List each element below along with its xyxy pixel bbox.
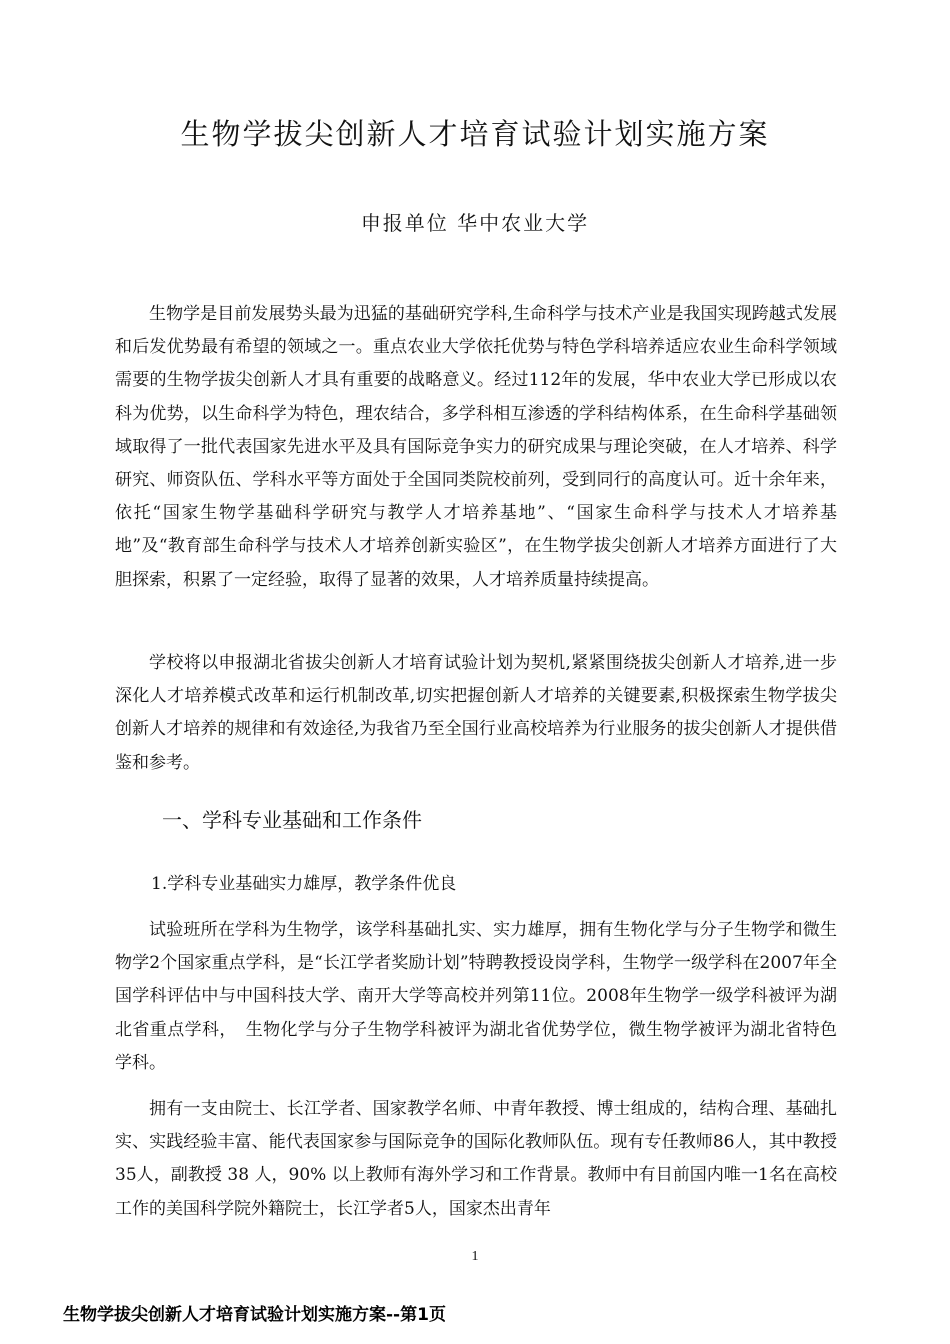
section-paragraph-1: 试验班所在学科为生物学，该学科基础扎实、实力雄厚，拥有生物化学与分子生物学和微生物学2个国家重点学科，是“长江学者奖励计划”特聘教授设岗学科，生物学一级学科在2007年全国学科评估中与中国科技大学、南开大学等高校并列第11位。2008年生物学一级学科被评为湖北省重点学科， 生物化学与分子生物学科被评为湖北省优势学位，微生物学被评为湖北省特色学科。: [115, 920, 837, 1073]
document-title: 生物学拔尖创新人才培育试验计划实施方案: [180, 117, 770, 151]
section-paragraph-2: 拥有一支由院士、长江学者、国家教学名师、中青年教授、博士组成的，结构合理、基础扎实、实践经验丰富、能代表国家参与国际竞争的国际化教师队伍。现有专任教师86人，其中教授 35人，副教授 38 人，90% 以上教师有海外学习和工作背景。教师中有目前国内唯一1名在高校工作的美国科学院外籍院士，长江学者5人，国家杰出青年: [115, 1099, 837, 1219]
page-number: 1: [471, 1249, 479, 1264]
intro-paragraph-1: 生物学是目前发展势头最为迅猛的基础研究学科,生命科学与技术产业是我国实现跨越式发展和后发优势最有希望的领域之一。重点农业大学依托优势与特色学科培养适应农业生命科学领域需要的生物学拔尖创新人才具有重要的战略意义。经过112年的发展，华中农业大学已形成以农科为优势，以生命科学为特色，理农结合，多学科相互渗透的学科结构体系，在生命科学基础领域取得了一批代表国家先进水平及具有国际竞争实力的研究成果与理论突破，在人才培养、科学研究、师资队伍、学科水平等方面处于全国同类院校前列，受到同行的高度认可。近十余年来，依托“国家生物学基础科学研究与教学人才培养基地”、“国家生命科学与技术人才培养基地”及“教育部生命科学与技术人才培养创新实验区”，在生物学拔尖创新人才培养方面进行了大胆探索，积累了一定经验，取得了显著的效果，人才培养质量持续提高。: [115, 304, 837, 590]
subsection-heading: 1.学科专业基础实力雄厚，教学条件优良: [151, 874, 457, 894]
intro-paragraph-2: 学校将以申报湖北省拔尖创新人才培育试验计划为契机,紧紧围绕拔尖创新人才培养,进一步深化人才培养模式改革和运行机制改革,切实把握创新人才培养的关键要素,积极探索生物学拔尖创新人才培养的规律和有效途径,为我省乃至全国行业高校培养为行业服务的拔尖创新人才提供借鉴和参考。: [115, 653, 837, 773]
section-heading: 一、学科专业基础和工作条件: [162, 808, 422, 832]
document-subtitle: 申报单位 华中农业大学: [360, 211, 590, 235]
page-footer: 生物学拔尖创新人才培育试验计划实施方案--第1页: [63, 1305, 446, 1325]
